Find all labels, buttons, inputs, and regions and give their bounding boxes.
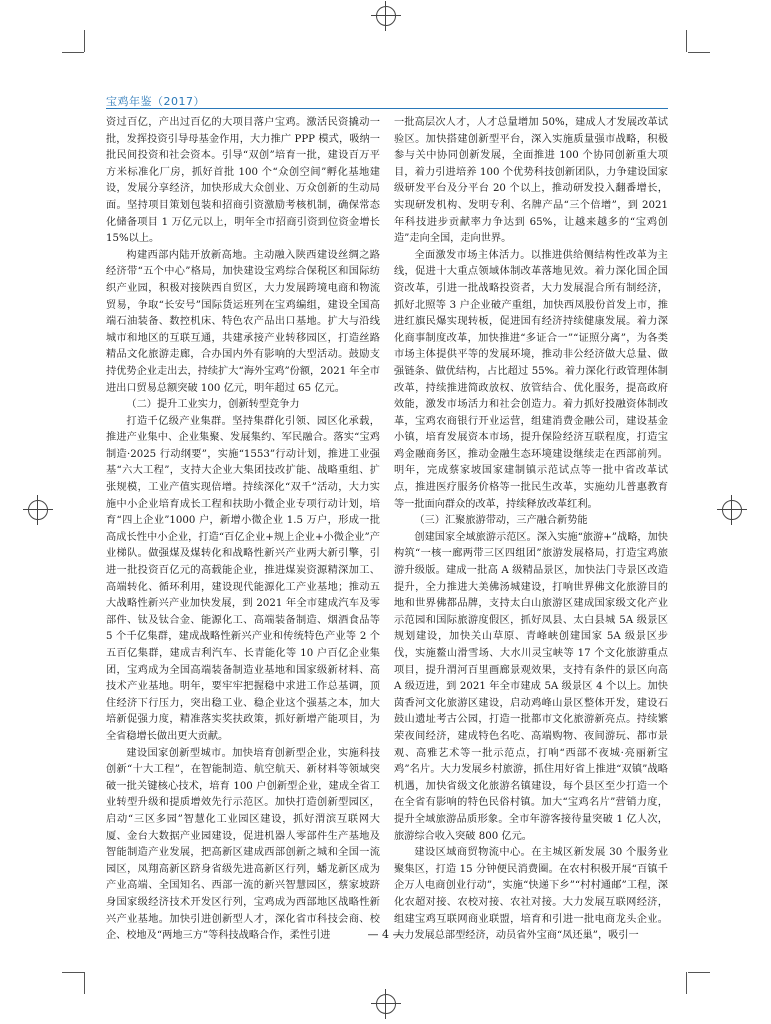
crop-mark-bottom-left-h [62,972,84,973]
paragraph: 构建西部内陆开放新高地。主动融入陕西建设丝绸之路经济带“五个中心”格局，加快建设宝鸡综合保税区和国际纺织产业园，积极对接陕西自贸区，大力发展跨境电商和物流贸易，争取“长安号”国际货运班列在宝鸡编组，建设全国高端石油装备、数控机床、特色农产品出口基地。扩大与沿线城市和地区的互联互通，共建承接产业转移园区，打造丝路精品文化旅游走廊，合办国内外有影响的大型活动。鼓励支持优势企业走出去，持续扩大“海外宝鸡”份额，2021 年全市进出口贸易总额突破 100 亿元，明年超过 65 亿元。 [106,249,380,394]
crop-mark-top-left-h [62,52,84,53]
registration-mark-right [722,500,742,520]
crop-mark-top-left-v [84,30,85,52]
crop-mark-top-right-v [686,30,687,52]
crop-mark-top-right-h [688,52,710,53]
running-head: 宝鸡年鉴（2017） [106,95,205,108]
right-column [394,115,668,945]
paragraph: 打造千亿级产业集群。坚持集群化引领、园区化承载，推进产业集中、企业集聚、发展集约、军民融合。落实“宝鸡制造·2025 行动纲要”，实施“1553”行动计划，推进工业强基“六大工程”，支持大企业大集团技改扩能、战略重组、扩张规模，工业产值实现倍增。持续深化“双千”活动，大力实施中小企业培育成长工程和扶助小微企业专项行动计划，培育“四上企业”1000 户，新增小微企业 1.5 万户，形成一批高成长性中小企业，打造“百亿企业+规上企业+小微企业”产业梯队。做强煤及煤转化和战略性新兴产业两大新引擎，引进一批投资百亿元的高载能企业，推进煤炭资源精深加工、高端转化、循环利用，建设现代能源化工产业基地；推动五大战略性新兴产业加快发展，到 2021 年全市建成汽车及零部件、钛及钛合金、能源化工、高端装备制造、烟酒食品等 5 个千亿集群，建成战略性新兴产业和传统特色产业等 2 个五百亿集群，建成吉利汽车、长青能化等 10 户百亿企业集团，宝鸡成为全国高端装备制造业基地和国家级新材料、高技术产业基地。明年，要牢牢把握稳中求进工作总基调，顶住经济下行压力，突出稳工业、稳企业这个强基之本，加大培新促强力度，精准落实奖扶政策，抓好新增产能项目，为全省稳增长做出更大贡献。 [106,415,380,742]
crop-mark-bottom-right-v [686,972,687,994]
page-number: — 4 — [367,928,404,941]
crop-mark-bottom-right-h [688,972,710,973]
paragraph: 建设区域商贸物流中心。在主城区新发展 30 个服务业聚集区，打造 15 分钟便民消费圈。在农村积极开展“百镇千企万人电商创业行动”，实施“快递下乡”“村村通邮”工程，深化农超对接、农校对接、农社对接。大力发展互联网经济，组建宝鸡互联网商业联盟，培育和引进一批电商龙头企业。大力发展总部型经济，动员省外宝商“凤还巢”，吸引一 [394,847,668,942]
paragraph: 一批高层次人才，人才总量增加 50%，建成人才发展改革试验区。加快搭建创新型平台，深入实施质量强市战略，积极参与关中协同创新发展，全面推进 100 个协同创新重大项目，着力引进培养 100 个优势科技创新团队，力争建设国家级研发平台及分平台 20 个以上，推动研发投入翻番增长，实现研发机构、发明专利、名牌产品“三个倍增”，到 2021 年科技进步贡献率力争达到 65%，让越来越多的“宝鸡创造”走向全国，走向世界。 [394,117,668,245]
section-heading: （二）提升工业实力，创新转型竞争力 [126,399,300,411]
left-column [106,115,380,945]
paragraph: 创建国家全域旅游示范区。深入实施“旅游+”战略，加快构筑“一核一廊两带三区四组团”旅游发展格局，打造宝鸡旅游升级版。建成一批高 A 级精品景区，加快法门寺景区改造提升，全力推进大美佛汤城建设，打响世界佛文化旅游目的地和世界佛都品牌，支持太白山旅游区建成国家级文化产业示范园和国际旅游度假区，抓好凤县、太白县城 5A 级景区规划建设，加快关山草原、青峰峡创建国家 5A 级景区步伐，实施鳌山滑雪场、大水川灵宝峡等 17 个文化旅游重点项目，提升渭河百里画廊景观效果，支持有条件的景区向高 A 级迈进，到 2021 年全市建成 5A 级景区 4 个以上。加快茵香河文化旅游区建设，启动鸡峰山景区整体开发，建设石鼓山遗址考古公园，打造一批都市文化旅游新亮点。持续繁荣夜间经济，建成特色名吃、高端购物、夜间游玩、都市景观、高雅艺术等一批示范点，打响“西部不夜城·亮丽新宝鸡”名片。大力发展乡村旅游，抓住用好省上推进“双镇”战略机遇，加快省级文化旅游名镇建设，每个县区至少打造一个在全省有影响的特色民俗村镇。加大“宝鸡名片”营销力度，提升全域旅游品质形象。全市年游客接待量突破 1 亿人次，旅游综合收入突破 800 亿元。 [394,531,668,842]
registration-mark-left [28,500,48,520]
paragraph: 全面激发市场主体活力。以推进供给侧结构性改革为主线，促进十大重点领域体制改革落地见效。着力深化国企国资改革，引进一批战略投资者，大力发展混合所有制经济，抓好北照等 3 户企业破产重组，加快西凤股份首发上市，推进红旗民爆实现转板，促进国有经济持续健康发展。着力深化商事制度改革，加快推进“多证合一”“证照分离”，为各类市场主体提供平等的发展环境，推动非公经济做大总量、做强链条、做优结构，占比超过 55%。着力深化行政管理体制改革，持续推进简政放权、放管结合、优化服务，提高政府效能，激发市场活力和社会创造力。着力抓好投融资体制改革，宝鸡农商银行开业运营，组建消费金融公司，建设基金小镇，培育发展资本市场，提升保险经济互联程度，打造宝鸡金融商务区，推动金融生态环境建设继续走在西部前列。明年，完成蔡家坡国家建制镇示范试点等一批中省改革试点，推进医疗服务价格等一批民生改革，实施幼儿普惠教育等一批面向群众的改革，持续释放改革红利。 [394,249,668,510]
registration-mark-bottom [376,994,396,1014]
paragraph: 资过百亿，产出过百亿的大项目落户宝鸡。激活民资撬动一批，发挥投资引导母基金作用，大力推广 PPP 模式，吸纳一批民间投资和社会资本。引导“双创”培育一批，建设百万平方米标准化厂房，抓好首批 100 个“众创空间”孵化基地建设，发展分享经济，加快形成大众创业、万众创新的生动局面。坚持项目策划包装和招商引资激励考核机制，确保常态化储备项目 1 万亿元以上，明年全市招商引资到位资金增长 15%以上。 [106,117,380,245]
crop-mark-bottom-left-v [84,972,85,994]
header-rule [106,108,668,109]
registration-mark-top [376,6,396,26]
section-heading: （三）汇聚旅游带动，三产融合新势能 [414,515,588,527]
paragraph: 建设国家创新型城市。加快培育创新型企业，实施科技创新“十大工程”，在智能制造、航空航天、新材料等领域突破一批关键核心技术，培育 100 户创新型企业，建成全省工业转型升级和提质增效先行示范区。加快打造创新型园区，启动“三区多园”智慧化工业园区建设，抓好渭滨互联网大厦、金台大数据产业园建设，促进机器人零部件生产基地及智能制造产业发展，把高新区建成西部创新之城和全国一流园区，凤翔高新区跻身省级先进高新区行列，蟠龙新区成为产业高端、全国知名、西部一流的新兴智慧园区，蔡家坡跻身国家级经济技术开发区行列，宝鸡成为西部地区战略性新兴产业基地。加快引进创新型人才，深化省市科技会商、校企、校地及“两地三方”等科技战略合作，柔性引进 [106,747,380,942]
